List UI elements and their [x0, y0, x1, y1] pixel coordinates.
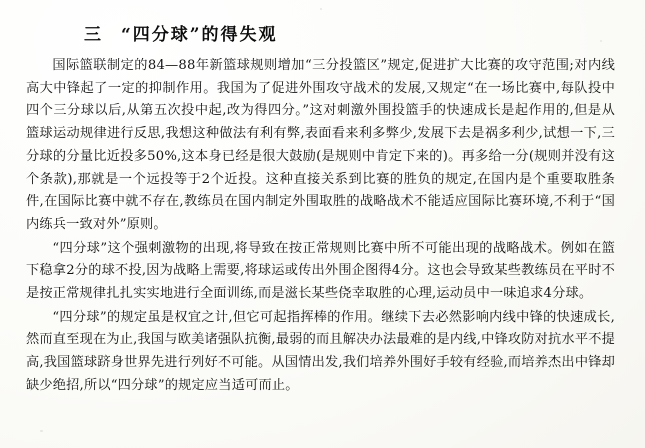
page-speck: [600, 40, 602, 42]
section-title: “四分球”的得失观: [121, 25, 278, 45]
paragraph-1: 国际篮联制定的84—88年新篮球规则增加“三分投篮区”规定,促进扩大比赛的攻守范围;对内线高大中锋起了一定的抑制作用。我国为了促进外围攻守战术的发展,又规定“在一场比赛中,每队投中四个三分球以后,从第五次投中起,改为得四分。”这对刺激外围投篮手的快速成长是起作用的,但是从篮球运动规律进行反思,我想这种做法有利有弊,表面看来利多弊少,发展下去是祸多利少,试想一下,三分球的分量比近投多50%,这本身已经是很大鼓励(是规则中肯定下来的)。再多给一分(规则并没有这个条款),那就是一个远投等于2个近投。这种直接关系到比赛的胜负的规定,在国内是个重要取胜条件,在国际比赛中就不存在,教练员在国内制定外围取胜的战略战术不能适应国际比赛环境,不利于“国内练兵一致对外”原则。: [26, 58, 615, 232]
paragraph-3: “四分球”的规定虽是权宜之计,但它可起指挥棒的作用。继续下去必然影响内线中锋的快速成长,然而直至现在为止,我国与欧美诸强队抗衡,最弱的而且解决办法最难的是内线,中锋攻防对抗水平不提高,我国篮球跻身世界先进行列好不可能。从国情出发,我们培养外围好手较有经验,而培养杰出中锋却缺少绝招,所以“四分球”的规定应当适可而止。: [26, 309, 615, 393]
page-speck: [40, 430, 43, 432]
paragraph-2: “四分球”这个强刺激物的出现,将导致在按正常规则比赛中所不可能出现的战略战术。例如在篮下稳拿2分的球不投,因为战略上需要,将球运或传出外围企图得4分。这也会导致某些教练员在平时不是按正常规律扎扎实实地进行全面训练,而是滋长某些侥幸取胜的心理,运动员中一味追求4分球。: [26, 240, 615, 302]
section-number: 三: [84, 25, 103, 45]
page-speck: [320, 8, 322, 10]
document-body: [26, 55, 615, 398]
section-heading: [26, 20, 615, 45]
